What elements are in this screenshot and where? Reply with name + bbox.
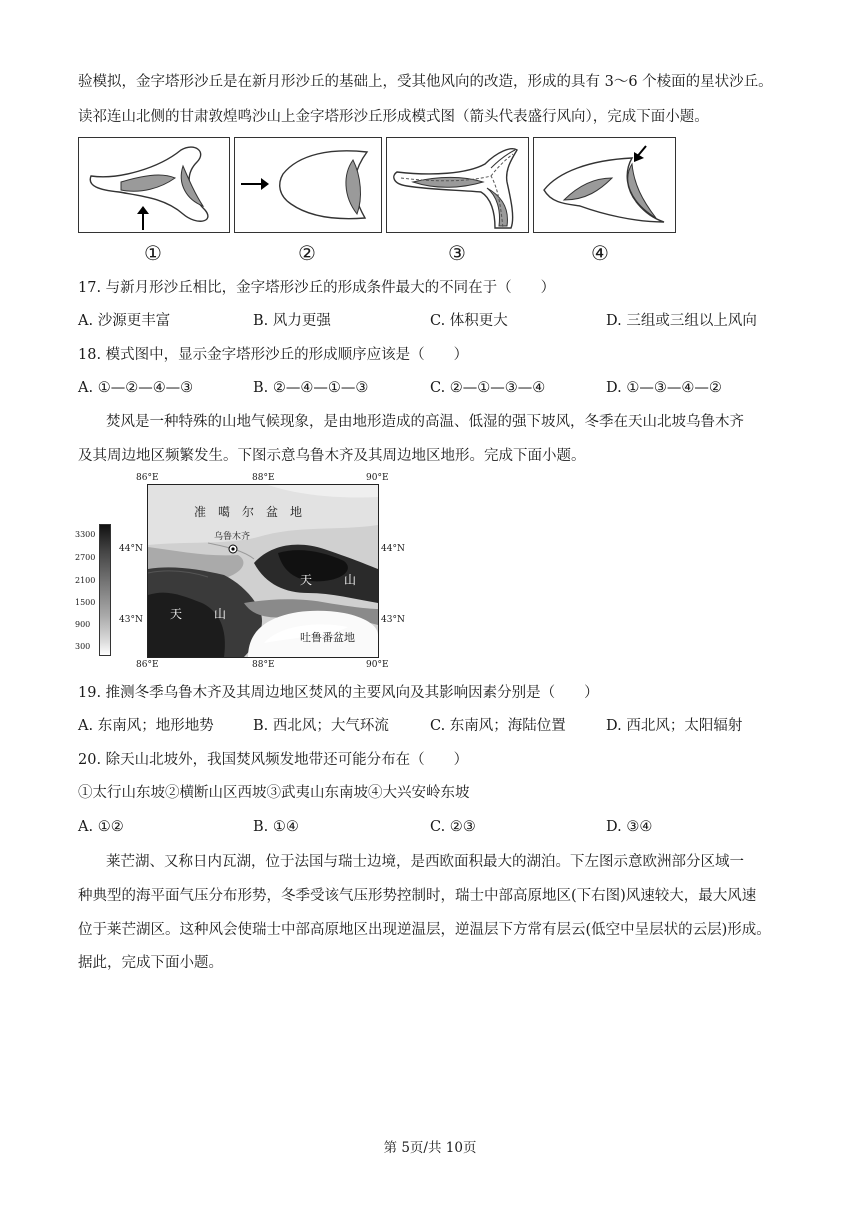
q19-option-d: D. 西北风；太阳辐射 [606,718,743,734]
label-tian-east: 天 [300,573,313,587]
passage2-line-1: 焚风是一种特殊的山地气候现象，是由地形造成的高温、低湿的强下坡风，冬季在天山北坡乌鲁木齐 [106,414,744,430]
legend-2700: 2700 [75,553,96,562]
tick-right-44: 44°N [381,544,405,554]
q17-option-d: D. 三组或三组以上风向 [606,313,757,329]
dune-panel-2 [234,137,382,233]
legend-1500: 1500 [75,598,96,607]
q19-option-c: C. 东南风；海陆位置 [430,718,566,734]
q20-option-c: C. ②③ [430,819,476,835]
label-shan-east: 山 [344,573,357,587]
q17-option-a: A. 沙源更丰富 [78,313,171,329]
passage3-line-1: 莱芒湖、又称日内瓦湖，位于法国与瑞士边境，是西欧面积最大的湖泊。下左图示意欧洲部分区域一 [106,854,744,870]
dune-label-1: ① [144,241,162,265]
passage3-line-4: 据此，完成下面小题。 [78,955,223,971]
q20-option-a: A. ①② [78,819,124,835]
q20-option-b: B. ①④ [253,819,299,835]
q18-option-a: A. ①—②—④—③ [78,380,194,396]
tick-left-44: 44°N [119,544,143,554]
tick-bottom-90: 90°E [366,660,389,670]
label-urumqi: 乌鲁木齐 [214,532,251,542]
label-turpan-basin: 吐鲁番盆地 [300,631,355,644]
legend-900: 900 [75,620,91,629]
dune-panel-3 [386,137,529,233]
tick-left-43: 43°N [119,615,143,625]
label-junggar-basin: 准 噶 尔 盆 地 [194,505,303,519]
q18-stem: 18. 模式图中，显示金字塔形沙丘的形成顺序应该是（ ） [78,347,469,363]
tick-right-43: 43°N [381,615,405,625]
intro-line-1: 验模拟，金字塔形沙丘是在新月形沙丘的基础上，受其他风向的改造，形成的具有 3～6 个棱面的星状沙丘。 [78,74,773,90]
legend-2100: 2100 [75,576,96,585]
dune-panel-1 [78,137,230,233]
q18-option-b: B. ②—④—①—③ [253,380,369,396]
label-shan-west: 山 [214,607,227,621]
dune-label-2: ② [298,241,316,265]
intro-line-2: 读祁连山北侧的甘肃敦煌鸣沙山上金字塔形沙丘形成模式图（箭头代表盛行风向），完成下面小题。 [78,109,709,125]
q20-stem: 20. 除天山北坡外，我国焚风频发地带还可能分布在（ ） [78,752,469,768]
passage3-line-3: 位于莱芒湖区。这种风会使瑞士中部高原地区出现逆温层，逆温层下方常有层云(低空中呈层状的云层)形成。 [78,922,771,938]
dune-label-4: ④ [591,241,609,265]
tick-top-88: 88°E [252,473,275,483]
legend-300: 300 [75,642,91,651]
tick-bottom-86: 86°E [136,660,159,670]
q19-option-b: B. 西北风；大气环流 [253,718,389,734]
q18-option-d: D. ①—③—④—② [606,380,722,396]
tick-bottom-88: 88°E [252,660,275,670]
q17-stem: 17. 与新月形沙丘相比，金字塔形沙丘的形成条件最大的不同在于（ ） [78,280,556,296]
dune-panel-4 [533,137,676,233]
q19-option-a: A. 东南风；地形地势 [78,718,214,734]
page-number: 第 5页/共 10页 [383,1140,477,1156]
q17-option-b: B. 风力更强 [253,313,331,329]
q20-items: ①太行山东坡②横断山区西坡③武夷山东南坡④大兴安岭东坡 [78,785,470,801]
passage2-line-2: 及其周边地区频繁发生。下图示意乌鲁木齐及其周边地区地形。完成下面小题。 [78,448,586,464]
dune-label-3: ③ [448,241,466,265]
tick-top-86: 86°E [136,473,159,483]
q19-stem: 19. 推测冬季乌鲁木齐及其周边地区焚风的主要风向及其影响因素分别是（ ） [78,685,599,701]
q20-option-d: D. ③④ [606,819,653,835]
map-frame [147,484,379,658]
passage3-line-2: 种典型的海平面气压分布形势，冬季受该气压形势控制时，瑞士中部高原地区(下右图)风速较大，最大风速 [78,888,757,904]
tick-top-90: 90°E [366,473,389,483]
q17-option-c: C. 体积更大 [430,313,508,329]
q18-option-c: C. ②—①—③—④ [430,380,546,396]
elevation-legend [99,524,111,656]
legend-3300: 3300 [75,530,96,539]
label-tian-west: 天 [170,607,183,621]
